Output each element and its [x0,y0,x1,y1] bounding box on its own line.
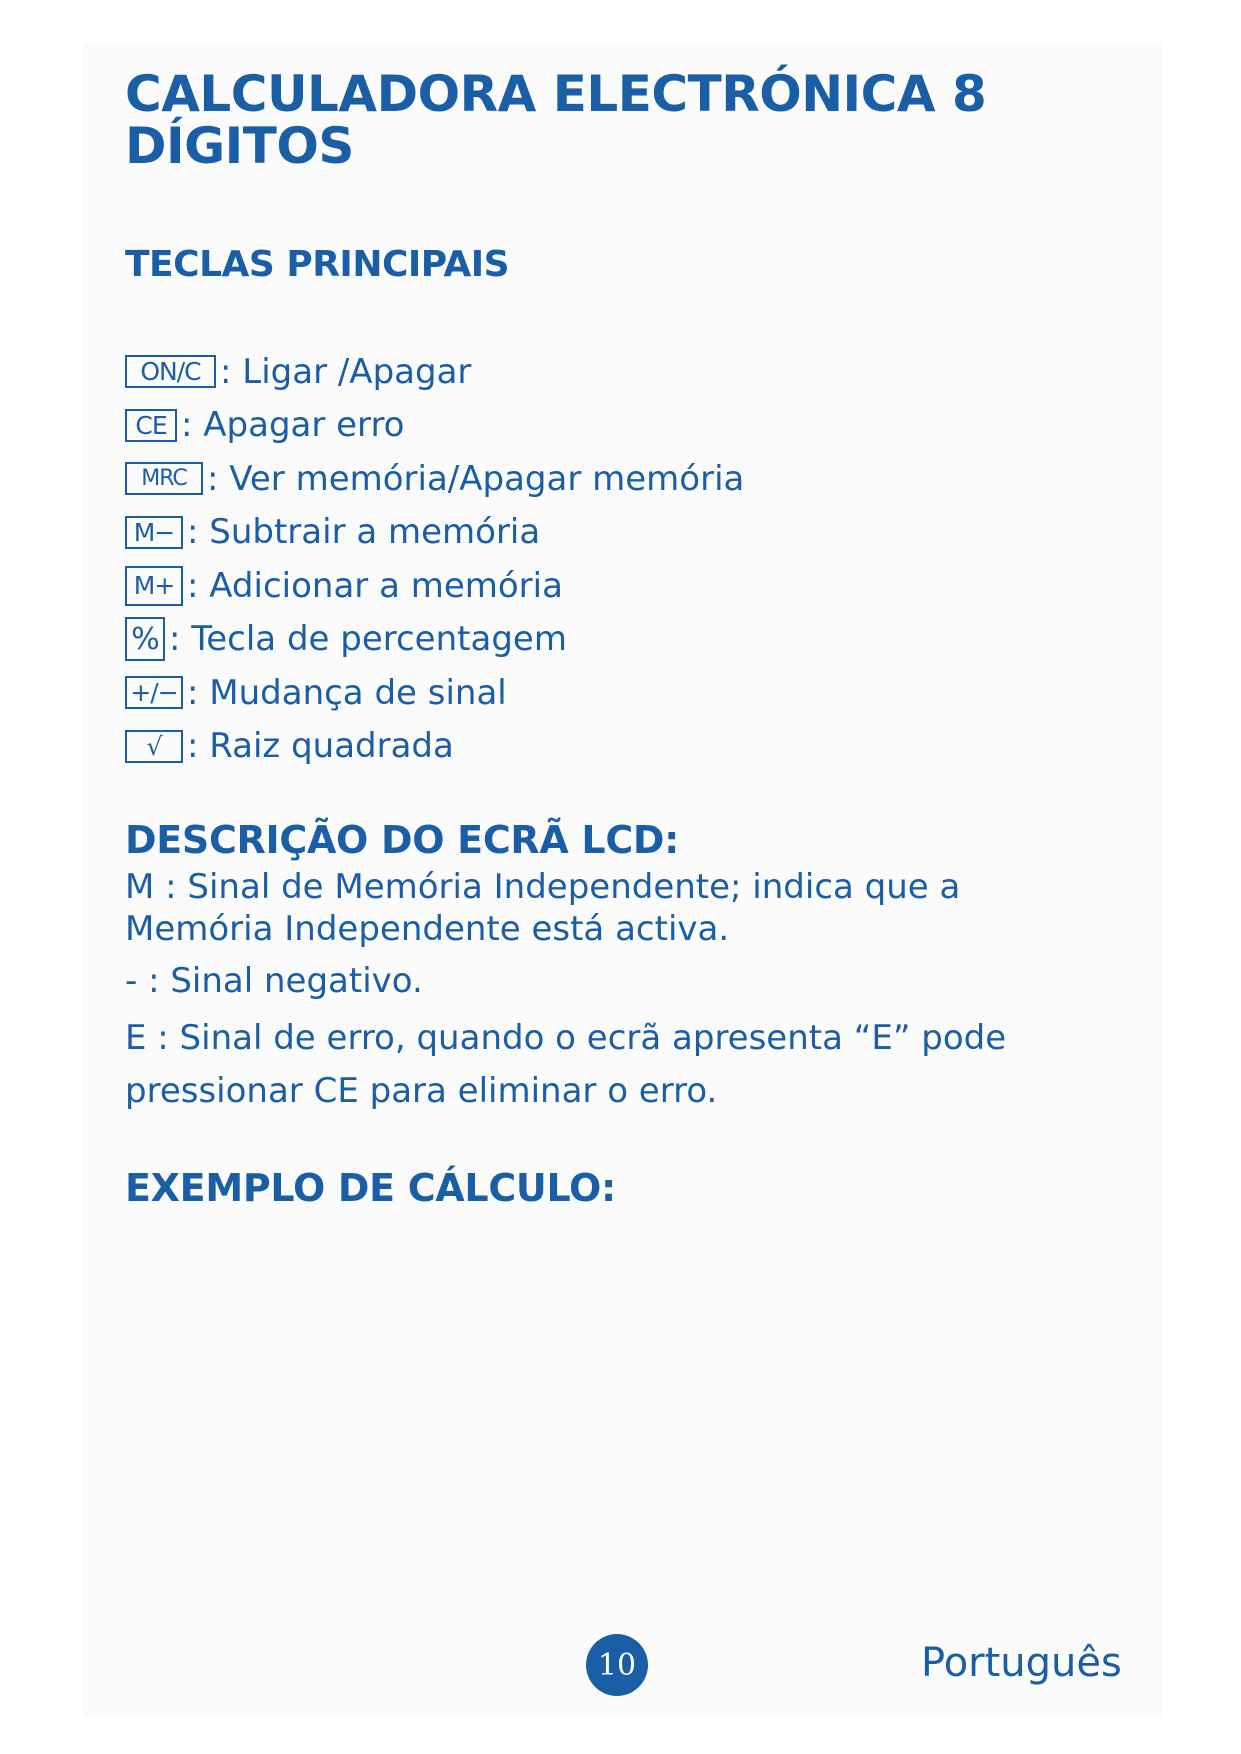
mrc-key-icon: MRC [125,462,203,495]
lcd-description [125,866,1045,1118]
key-row-sqrt [125,720,744,774]
square-root-key-icon: √ [125,730,183,763]
m-minus-key-icon: M− [125,516,183,549]
key-row-mrc [125,452,744,506]
language-label: Português [921,1640,1122,1686]
error-sign-line-1: E : Sinal de erro, quando o ecrã apresenta “E” pode [125,1018,1007,1058]
error-sign-description [125,1012,1045,1118]
key-description: : Adicionar a memória [187,565,563,606]
example-section-heading: EXEMPLO DE CÁLCULO: [125,1166,616,1210]
key-row-m-plus [125,559,744,613]
negative-sign-description: - : Sinal negativo. [125,961,423,1001]
title-line-2: DÍGITOS [125,117,354,175]
key-row-on-c [125,345,744,399]
key-description: : Raiz quadrada [187,726,454,767]
ce-key-icon: CE [125,409,177,442]
page-number-badge: 10 [586,1634,648,1696]
memory-sign-line-2: Memória Independente está activa. [125,909,730,949]
key-row-percent [125,613,744,667]
percent-key-icon: % [125,617,165,661]
on-c-key-icon: ON/C [125,355,216,388]
key-description: : Ver memória/Apagar memória [207,458,745,499]
memory-sign-line-1: M : Sinal de Memória Independente; indica que a [125,867,961,907]
key-row-ce [125,399,744,453]
lcd-section-heading: DESCRIÇÃO DO ECRÃ LCD: [125,818,680,862]
error-sign-line-2: pressionar CE para eliminar o erro. [125,1071,718,1111]
key-description: : Tecla de percentagem [169,619,567,660]
document-title [125,65,987,175]
key-row-m-minus [125,506,744,560]
key-description: : Ligar /Apagar [220,351,472,392]
plus-minus-key-icon: +/− [125,676,183,709]
title-line-1: CALCULADORA ELECTRÓNICA 8 [125,65,987,123]
key-list [125,345,744,773]
key-description: : Subtrair a memória [187,512,541,553]
key-row-plus-minus [125,666,744,720]
m-plus-key-icon: M+ [125,566,183,606]
memory-sign-description [125,866,1045,950]
key-description: : Mudança de sinal [187,672,507,713]
keys-section-heading: TECLAS PRINCIPAIS [125,244,510,285]
key-description: : Apagar erro [181,405,405,446]
